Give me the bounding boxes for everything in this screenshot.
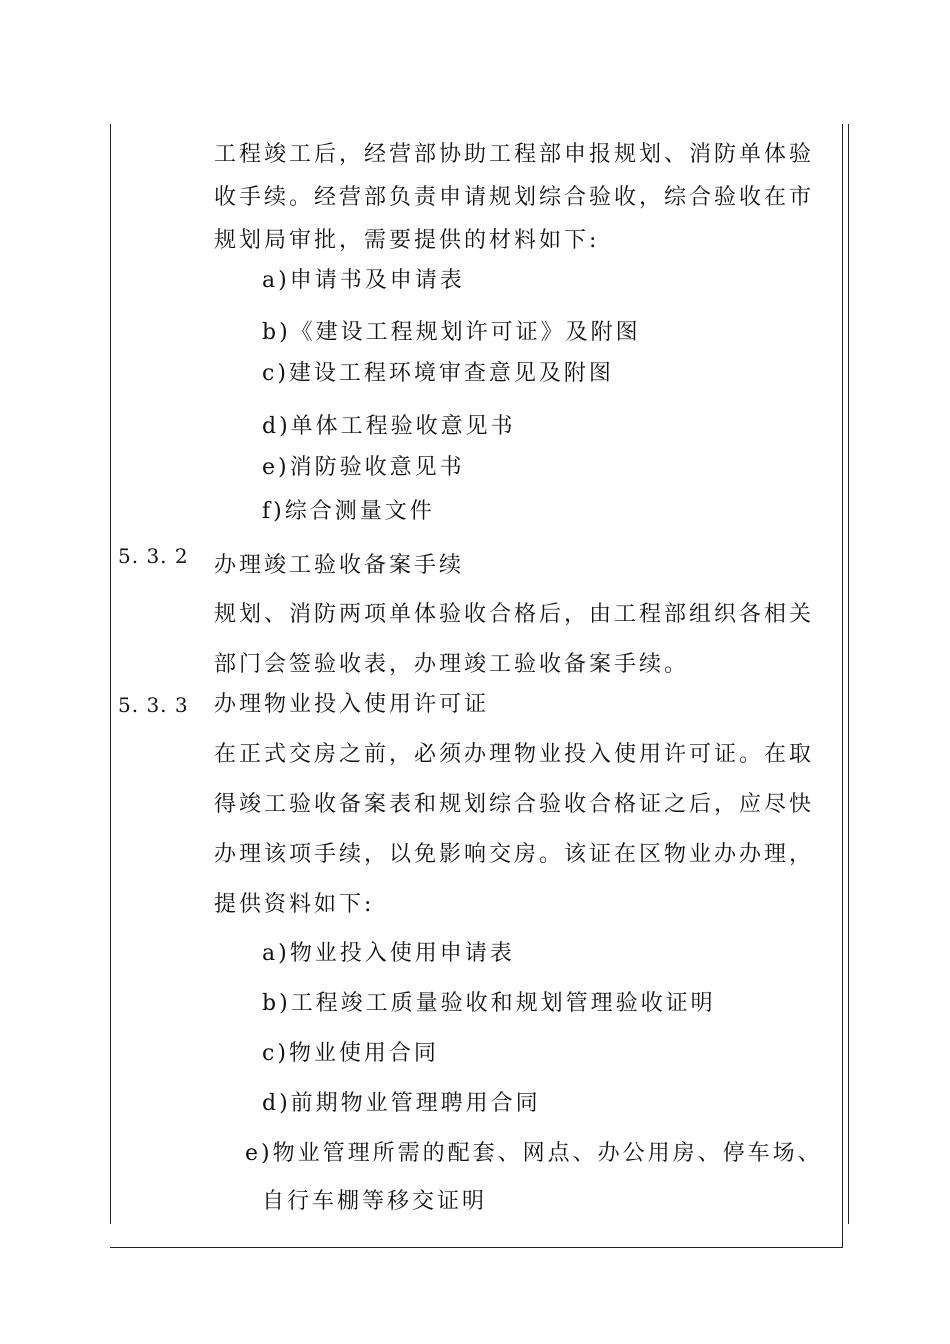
section-533-body-line-1: 在正式交房之前，必须办理物业投入使用许可证。在取 [214, 742, 815, 767]
materials-1-item-b: b)《建设工程规划许可证》及附图 [262, 320, 641, 345]
section-532-title: 办理竣工验收备案手续 [214, 553, 465, 578]
frame-left-border [110, 124, 111, 1224]
section-533-number: 5. 3. 3 [118, 693, 189, 717]
section-533-title: 办理物业投入使用许可证 [214, 692, 490, 717]
materials-1-item-d: d)单体工程验收意见书 [262, 414, 516, 439]
materials-2-item-e-continued: 自行车棚等移交证明 [262, 1189, 488, 1214]
frame-right-outer-border [848, 124, 849, 1224]
section-533-body-line-3: 办理该项手续，以免影响交房。该证在区物业办办理， [214, 842, 815, 867]
section-532-number: 5. 3. 2 [118, 544, 189, 568]
intro-line-1: 工程竣工后，经营部协助工程部申报规划、消防单体验 [214, 142, 815, 167]
frame-right-inner-border [842, 124, 843, 1248]
materials-1-item-a: a)申请书及申请表 [262, 268, 465, 293]
intro-line-2: 收手续。经营部负责申请规划综合验收，综合验收在市 [214, 185, 815, 210]
materials-2-item-c: c)物业使用合同 [262, 1041, 439, 1066]
materials-2-item-a: a)物业投入使用申请表 [262, 941, 515, 966]
intro-line-3: 规划局审批，需要提供的材料如下: [214, 228, 600, 253]
section-533-body-line-2: 得竣工验收备案表和规划综合验收合格证之后，应尽快 [214, 792, 815, 817]
section-533-body-line-4: 提供资料如下: [214, 892, 375, 917]
materials-1-item-c: c)建设工程环境审查意见及附图 [262, 361, 614, 386]
materials-2-item-e: e)物业管理所需的配套、网点、办公用房、停车场、 [245, 1141, 823, 1166]
frame-bottom-border [110, 1247, 843, 1248]
materials-2-item-b: b)工程竣工质量验收和规划管理验收证明 [262, 991, 716, 1016]
materials-1-item-f: f)综合测量文件 [262, 499, 435, 524]
materials-1-item-e: e)消防验收意见书 [262, 455, 465, 480]
materials-2-item-d: d)前期物业管理聘用合同 [262, 1091, 541, 1116]
section-532-body-line-2: 部门会签验收表，办理竣工验收备案手续。 [214, 652, 690, 677]
section-532-body-line-1: 规划、消防两项单体验收合格后，由工程部组织各相关 [214, 602, 815, 627]
